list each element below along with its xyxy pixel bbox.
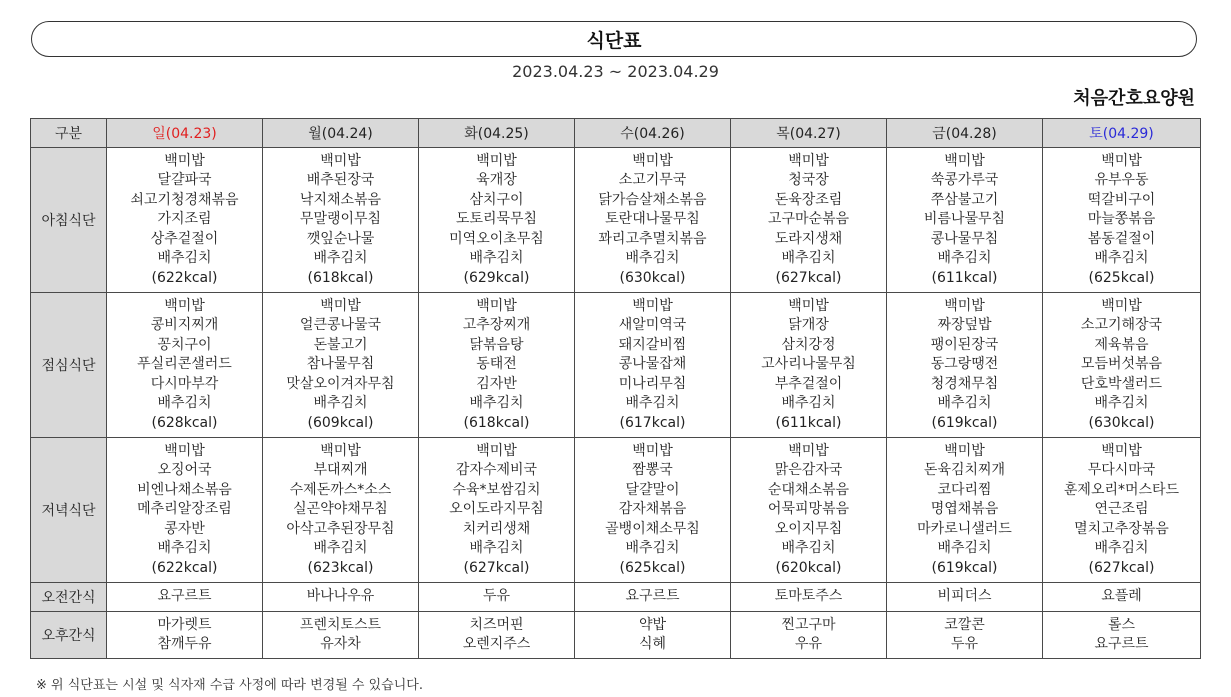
menu-item: 상추겉절이	[150, 230, 219, 247]
menu-item: 얼큰콩나물국	[299, 317, 382, 334]
menu-item: 배추김치	[625, 540, 680, 557]
menu-item: 요구르트	[1094, 636, 1149, 652]
menu-item: 요구르트	[625, 588, 680, 605]
menu-item: 치커리생채	[462, 520, 531, 537]
menu-item-list	[575, 616, 730, 655]
menu-item: 두유	[950, 636, 979, 652]
menu-item: 오이지무침	[774, 520, 843, 537]
menu-item: 배추김치	[1094, 540, 1149, 557]
menu-cell	[731, 293, 887, 438]
menu-item: 소고기해장국	[1080, 317, 1163, 334]
menu-item: 봄동겉절이	[1087, 230, 1156, 247]
row-label: 아침식단	[31, 148, 107, 293]
menu-item: 도라지생채	[774, 230, 843, 247]
menu-item: (620kcal)	[775, 559, 842, 576]
menu-item: 토란대나물무침	[605, 211, 700, 228]
menu-cell	[887, 148, 1043, 293]
row-label: 오후간식	[31, 612, 107, 659]
menu-item: 백미밥	[944, 442, 985, 459]
menu-item: 달걀파국	[157, 172, 212, 189]
menu-item: 고구마순볶음	[767, 211, 850, 228]
menu-item-list	[263, 616, 418, 655]
menu-item: 떡갈비구이	[1087, 191, 1156, 208]
menu-item: 마카로니샐러드	[917, 520, 1012, 537]
menu-item: (618kcal)	[463, 414, 530, 431]
menu-item: 깻잎순나물	[306, 230, 375, 247]
menu-item: 다시마부각	[150, 375, 219, 392]
menu-item: (619kcal)	[931, 414, 998, 431]
menu-item: 배추김치	[157, 250, 212, 267]
menu-item: (619kcal)	[931, 559, 998, 576]
menu-item: 비름나물무침	[923, 211, 1006, 228]
menu-item: (609kcal)	[307, 414, 374, 431]
row-label: 저녁식단	[31, 438, 107, 583]
menu-item-list	[1043, 616, 1200, 655]
menu-cell	[731, 148, 887, 293]
menu-item: 코깔콘	[944, 616, 985, 633]
menu-item: 백미밥	[476, 297, 517, 314]
menu-item: 짜장덮밥	[937, 317, 992, 334]
menu-item: 백미밥	[944, 297, 985, 314]
menu-item: (627kcal)	[463, 559, 530, 576]
menu-item: 단호박샐러드	[1080, 375, 1163, 392]
menu-cell	[263, 583, 419, 612]
menu-item: 가지조림	[157, 211, 212, 228]
menu-cell	[887, 438, 1043, 583]
row-label: 오전간식	[31, 583, 107, 612]
menu-item: 배추김치	[313, 540, 368, 557]
menu-item: 훈제오리*머스타드	[1063, 481, 1180, 498]
menu-item: 도토리묵무침	[455, 211, 538, 228]
table-body	[31, 148, 1201, 659]
menu-item: (611kcal)	[931, 269, 998, 286]
menu-item-list	[731, 587, 886, 607]
menu-item: 배추김치	[469, 540, 524, 557]
menu-item: 찐고구마	[781, 616, 836, 633]
menu-item: 배추김치	[937, 540, 992, 557]
menu-item: 돼지갈비찜	[618, 336, 687, 353]
menu-item: 수육*보쌈김치	[452, 481, 541, 498]
menu-item: 무다시마국	[1087, 462, 1156, 479]
menu-item: 무말랭이무침	[299, 211, 382, 228]
menu-item: 배추김치	[157, 540, 212, 557]
menu-item: 꽁치구이	[157, 336, 212, 353]
footnote: ※ 위 식단표는 시설 및 식자재 수급 사정에 따라 변경될 수 있습니다.	[36, 678, 423, 693]
menu-cell	[731, 583, 887, 612]
menu-item: 마늘쫑볶음	[1087, 211, 1156, 228]
menu-cell	[1043, 148, 1201, 293]
menu-item: 약밥	[638, 616, 667, 633]
meal-row	[31, 293, 1201, 438]
menu-item: 백미밥	[476, 442, 517, 459]
menu-item: 삼치구이	[469, 191, 524, 208]
menu-item: 낙지채소볶음	[299, 191, 382, 208]
menu-item: 식혜	[638, 636, 667, 652]
menu-item: 감자채볶음	[618, 501, 687, 518]
menu-item: (628kcal)	[151, 414, 218, 431]
menu-item: 미역오이초무침	[449, 230, 544, 247]
menu-item: 삼치강정	[781, 336, 836, 353]
day-header: 금(04.28)	[887, 119, 1043, 148]
menu-item: 콩자반	[164, 520, 205, 537]
menu-item-list	[1043, 587, 1200, 607]
menu-cell	[419, 148, 575, 293]
menu-item: 백미밥	[1101, 297, 1142, 314]
menu-item: 참나물무침	[306, 356, 375, 373]
menu-item: 요플레	[1101, 588, 1142, 605]
menu-cell	[107, 583, 263, 612]
menu-item: (618kcal)	[307, 269, 374, 286]
menu-item-list	[419, 587, 574, 607]
menu-item-list	[575, 297, 730, 434]
menu-item: (611kcal)	[775, 414, 842, 431]
menu-item-list	[575, 587, 730, 607]
menu-item: 아삭고추된장무침	[286, 520, 395, 537]
menu-item: 배추김치	[937, 250, 992, 267]
menu-item: 배추김치	[313, 395, 368, 412]
menu-item-list	[107, 587, 262, 607]
menu-item: 미나리무침	[618, 375, 687, 392]
menu-item: (629kcal)	[463, 269, 530, 286]
menu-item: (630kcal)	[619, 269, 686, 286]
menu-item: 실곤약야채무침	[293, 501, 388, 518]
menu-cell	[1043, 438, 1201, 583]
menu-cell	[1043, 612, 1201, 659]
day-header: 일(04.23)	[107, 119, 263, 148]
menu-item: 참깨두유	[157, 636, 212, 652]
menu-cell	[575, 612, 731, 659]
menu-cell	[887, 612, 1043, 659]
menu-item: 어묵피망볶음	[767, 501, 850, 518]
menu-cell	[731, 438, 887, 583]
menu-item: 골뱅이채소무침	[605, 520, 700, 537]
menu-item: 연근조림	[1094, 501, 1149, 518]
menu-item: 쭈삼불고기	[930, 191, 999, 208]
snack-row	[31, 583, 1201, 612]
menu-item: 백미밥	[320, 442, 361, 459]
menu-item-list	[887, 297, 1042, 434]
menu-item: 소고기무국	[618, 172, 687, 189]
menu-item: 닭볶음탕	[469, 336, 524, 353]
menu-item: 돈육장조림	[774, 191, 843, 208]
menu-cell	[731, 612, 887, 659]
day-header: 토(04.29)	[1043, 119, 1201, 148]
row-label: 점심식단	[31, 293, 107, 438]
menu-item-list	[887, 442, 1042, 579]
menu-cell	[575, 583, 731, 612]
menu-item: 백미밥	[788, 442, 829, 459]
menu-item: 새알미역국	[618, 317, 687, 334]
menu-item: 청국장	[788, 172, 829, 189]
menu-item: 배추김치	[781, 395, 836, 412]
menu-item: 유자차	[320, 636, 361, 652]
menu-cell	[263, 612, 419, 659]
menu-cell	[107, 293, 263, 438]
menu-item-list	[1043, 442, 1200, 579]
menu-item-list	[887, 152, 1042, 289]
menu-item: 꽈리고추멸치볶음	[598, 230, 707, 247]
menu-cell	[419, 612, 575, 659]
menu-item: 백미밥	[1101, 152, 1142, 169]
menu-cell	[1043, 583, 1201, 612]
menu-item: 돈불고기	[313, 336, 368, 353]
menu-item: 김자반	[476, 375, 517, 392]
menu-item: 오이도라지무침	[449, 501, 544, 518]
table-header-row	[31, 119, 1201, 148]
menu-item: 롤스	[1107, 616, 1136, 633]
menu-item: 요구르트	[157, 588, 212, 605]
menu-item-list	[419, 152, 574, 289]
day-header: 수(04.26)	[575, 119, 731, 148]
menu-item-list	[107, 152, 262, 289]
menu-cell	[263, 438, 419, 583]
day-header: 화(04.25)	[419, 119, 575, 148]
menu-item: 쇠고기청경채볶음	[130, 191, 239, 208]
menu-item-list	[107, 297, 262, 434]
menu-item: (625kcal)	[619, 559, 686, 576]
menu-item: 닭가슴살채소볶음	[598, 191, 707, 208]
snack-row	[31, 612, 1201, 659]
menu-item-list	[263, 442, 418, 579]
menu-item-list	[107, 442, 262, 579]
meal-plan-table	[30, 118, 1201, 659]
menu-item: 비엔나채소볶음	[137, 481, 232, 498]
menu-item: 배추김치	[1094, 395, 1149, 412]
menu-cell	[419, 438, 575, 583]
menu-item: 달걀말이	[625, 481, 680, 498]
page-title	[31, 21, 1197, 57]
menu-cell	[107, 148, 263, 293]
menu-item: 코다리찜	[937, 481, 992, 498]
menu-item: (623kcal)	[307, 559, 374, 576]
menu-item: 백미밥	[632, 442, 673, 459]
menu-item: 부추겉절이	[774, 375, 843, 392]
menu-item: 백미밥	[632, 152, 673, 169]
menu-item: 맑은감자국	[774, 462, 843, 479]
menu-item-list	[263, 152, 418, 289]
menu-item: 부대찌개	[313, 462, 368, 479]
menu-item: 치즈머핀	[469, 616, 524, 633]
page-title-text: 식단표	[586, 29, 642, 52]
menu-item: 백미밥	[632, 297, 673, 314]
menu-item: 백미밥	[1101, 442, 1142, 459]
menu-item: 우유	[794, 636, 823, 652]
menu-item: 백미밥	[476, 152, 517, 169]
menu-item: 돈육김치찌개	[923, 462, 1006, 479]
menu-item: 명엽채볶음	[930, 501, 999, 518]
menu-item: 콩나물잡채	[618, 356, 687, 373]
menu-item-list	[419, 616, 574, 655]
menu-item-list	[731, 297, 886, 434]
menu-item-list	[575, 442, 730, 579]
menu-item: 감자수제비국	[455, 462, 538, 479]
menu-item: 맛살오이겨자무침	[286, 375, 395, 392]
menu-item-list	[1043, 297, 1200, 434]
menu-item: 고사리나물무침	[761, 356, 856, 373]
menu-item: 마가렛트	[157, 616, 212, 633]
menu-item-list	[887, 616, 1042, 655]
menu-item: (625kcal)	[1088, 269, 1155, 286]
menu-item: 오렌지주스	[462, 636, 531, 652]
menu-item-list	[419, 442, 574, 579]
menu-item: 프렌치토스트	[299, 616, 382, 633]
menu-cell	[887, 293, 1043, 438]
menu-item: 고추장찌개	[462, 317, 531, 334]
menu-item-list	[107, 616, 262, 655]
meal-row	[31, 148, 1201, 293]
menu-item: 수제돈까스*소스	[289, 481, 392, 498]
menu-item: 배추김치	[937, 395, 992, 412]
menu-item-list	[1043, 152, 1200, 289]
menu-item: 백미밥	[164, 152, 205, 169]
menu-item: 비피더스	[937, 588, 992, 605]
menu-item: 배추김치	[157, 395, 212, 412]
menu-item-list	[263, 587, 418, 607]
menu-item: 푸실리콘샐러드	[137, 356, 232, 373]
menu-item: 동태전	[476, 356, 517, 373]
menu-item: 백미밥	[320, 152, 361, 169]
menu-item: (627kcal)	[1088, 559, 1155, 576]
menu-item: (630kcal)	[1088, 414, 1155, 431]
menu-item: 백미밥	[944, 152, 985, 169]
menu-item: 멸치고추장볶음	[1074, 520, 1169, 537]
menu-cell	[1043, 293, 1201, 438]
menu-item-list	[419, 297, 574, 434]
menu-item: 백미밥	[164, 442, 205, 459]
menu-item: 백미밥	[788, 297, 829, 314]
menu-item: 팽이된장국	[930, 336, 999, 353]
menu-item: 닭개장	[788, 317, 829, 334]
menu-item-list	[575, 152, 730, 289]
menu-item: 토마토주스	[774, 588, 843, 605]
menu-cell	[575, 293, 731, 438]
date-range: 2023.04.23 ~ 2023.04.29	[512, 62, 719, 81]
menu-item: 배추김치	[1094, 250, 1149, 267]
menu-item: 배추김치	[781, 540, 836, 557]
menu-cell	[575, 438, 731, 583]
menu-item: 콩나물무침	[930, 230, 999, 247]
menu-item: 배추김치	[469, 395, 524, 412]
menu-item: 배추김치	[313, 250, 368, 267]
menu-item: 메추리알장조림	[137, 501, 232, 518]
menu-cell	[419, 293, 575, 438]
menu-item: 배추된장국	[306, 172, 375, 189]
menu-item: 청경채무침	[930, 375, 999, 392]
menu-item: (622kcal)	[151, 269, 218, 286]
menu-item: 바나나우유	[306, 588, 375, 605]
menu-item: 제육볶음	[1094, 336, 1149, 353]
meal-row	[31, 438, 1201, 583]
menu-cell	[263, 148, 419, 293]
menu-cell	[575, 148, 731, 293]
menu-cell	[107, 438, 263, 583]
menu-item: 콩비지찌개	[150, 317, 219, 334]
menu-cell	[887, 583, 1043, 612]
menu-item-list	[263, 297, 418, 434]
menu-item: 육개장	[476, 172, 517, 189]
menu-cell	[107, 612, 263, 659]
menu-item: 모듬버섯볶음	[1080, 356, 1163, 373]
menu-item-list	[731, 616, 886, 655]
menu-item: 배추김치	[625, 250, 680, 267]
menu-item: (627kcal)	[775, 269, 842, 286]
menu-item: 백미밥	[320, 297, 361, 314]
menu-item: 동그랑땡전	[930, 356, 999, 373]
menu-item: (617kcal)	[619, 414, 686, 431]
menu-item: 오징어국	[157, 462, 212, 479]
organization-name: 처음간호요양원	[1073, 88, 1195, 109]
menu-item: 백미밥	[164, 297, 205, 314]
menu-item: 유부우동	[1094, 172, 1149, 189]
menu-cell	[419, 583, 575, 612]
corner-header: 구분	[31, 119, 107, 148]
menu-item: (622kcal)	[151, 559, 218, 576]
menu-item-list	[731, 152, 886, 289]
menu-cell	[263, 293, 419, 438]
menu-item: 쑥콩가루국	[930, 172, 999, 189]
menu-item: 두유	[482, 588, 511, 605]
menu-item-list	[731, 442, 886, 579]
menu-item: 배추김치	[469, 250, 524, 267]
menu-item: 짬뽕국	[632, 462, 673, 479]
menu-item: 백미밥	[788, 152, 829, 169]
day-header: 월(04.24)	[263, 119, 419, 148]
menu-item: 배추김치	[625, 395, 680, 412]
menu-item: 배추김치	[781, 250, 836, 267]
menu-item-list	[887, 587, 1042, 607]
day-header: 목(04.27)	[731, 119, 887, 148]
menu-item: 순대채소볶음	[767, 481, 850, 498]
